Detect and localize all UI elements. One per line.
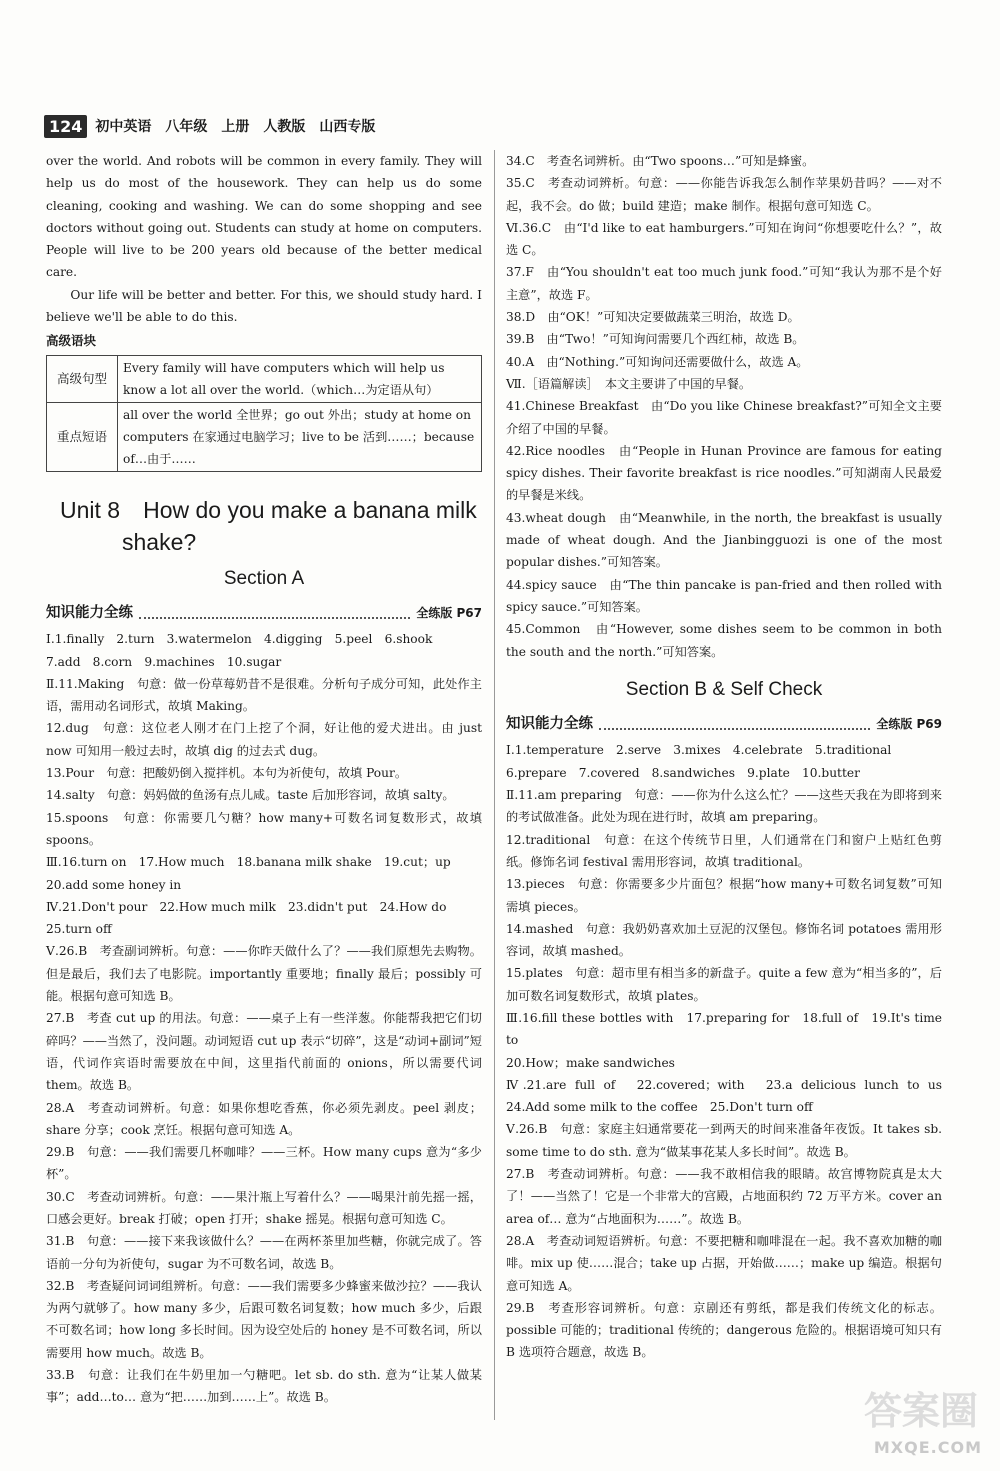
answer-item: Ⅲ.16.turn on 17.How much 18.banana milk shake 19.cut；up xyxy=(46,855,451,870)
page-number: 124 xyxy=(44,115,87,138)
answer-item: 30.C 考查动词辨析。句意：——果汁瓶上写着什么？——喝果汁前先摇一摇，口感会更好。break 打破；open 打开；shake 摇晃。根据句意可知选 C。 xyxy=(46,1189,482,1226)
left-column xyxy=(46,150,482,1409)
answer-item: 20.add some honey in xyxy=(46,877,182,892)
table-content: Every family will have computers which will help us know a lot all over the world.（which…为定语从句） xyxy=(118,355,482,402)
answer-item: 15.plates 句意：超市里有相当多的新盘子。quite a few 意为“相当多的”，后加可数名词复数形式，故填 plates。 xyxy=(506,966,942,1003)
answer-item: 31.B 句意：——接下来我该做什么？——在两杯茶里加些糖，你就完成了。答语前一分句为祈使句，sugar 为不可数名词，故选 B。 xyxy=(46,1234,482,1271)
answer-item: 12.traditional 句意：在这个传统节日里，人们通常在门和窗户上贴红色剪纸。修饰名词 festival 需用形容词，故填 traditional。 xyxy=(506,832,942,869)
answer-item: 33.B 句意：让我们在牛奶里加一勺糖吧。let sb. do sth. 意为“让某人做某事”；add…to… 意为“把……加到……上”。故选 B。 xyxy=(46,1368,482,1405)
unit-title: Unit 8 How do you make a banana milk shake? xyxy=(60,496,477,555)
bar-reference: 全练版 P69 xyxy=(876,717,942,732)
passage-paragraph: over the world. And robots will be common in every family. They will help us do most of the housework. They can help us do some cleaning, cooking and washing. We can do some shopping and see doctors without going out. Students can study at home on computers. People will live to be 200 years old because of the better medical care. xyxy=(46,154,482,280)
answer-item: 25.turn off xyxy=(46,922,112,937)
answer-list xyxy=(46,628,482,1408)
answer-list xyxy=(506,739,955,1363)
answer-item: 29.B 句意：——我们需要几杯咖啡？——三杯。How many cups 意为“多少杯”。 xyxy=(46,1145,482,1182)
answer-item: 41.Chinese Breakfast 由“Do you like Chinese breakfast?”可知全文主要介绍了中国的早餐。 xyxy=(506,399,942,436)
exercise-bar xyxy=(506,713,942,735)
answer-item: 13.Pour 句意：把酸奶倒入搅拌机。本句为祈使句，故填 Pour。 xyxy=(46,766,408,781)
answer-item: Ⅵ.36.C 由“I'd like to eat hamburgers.”可知在询问“你想要吃什么？”，故选 C。 xyxy=(506,220,942,258)
answer-item: 20.How；make sandwiches xyxy=(506,1055,675,1070)
answer-item: 40.A 由“Nothing.”可知询问还需要做什么，故选 A。 xyxy=(506,354,809,369)
bar-reference: 全练版 P67 xyxy=(416,605,482,620)
answer-item: Ⅳ.21.Don't pour 22.How much milk 23.didn't put 24.How do xyxy=(46,899,447,914)
bar-title: 知识能力全练 xyxy=(506,716,593,733)
answer-item: 42.Rice noodles 由“People in Hunan Province are famous for eating spicy dishes. Their favorite breakfast is rice noodles.”可知湖南人民最爱的早餐是米线。 xyxy=(506,443,942,503)
answer-item: Ⅱ.11.am preparing 句意：——你为什么这么忙？——这些天我在为即将到来的考试做准备。此处为现在进行时，故填 am preparing。 xyxy=(506,788,942,825)
answer-item: 35.C 考查动词辨析。句意：——你能告诉我怎么制作苹果奶昔吗？——对不起，我不会。do 做；build 建造；make 制作。根据句意可知选 C。 xyxy=(506,176,942,213)
dotted-leader xyxy=(599,728,870,730)
answer-item: Ⅰ.1.temperature 2.serve 3.mixes 4.celebrate 5.traditional xyxy=(506,743,892,758)
answer-item: 44.spicy sauce 由“The thin pancake is pan-fried and then rolled with spicy sauce.”可知答案。 xyxy=(506,577,942,614)
dotted-leader xyxy=(139,617,410,619)
answer-list xyxy=(506,150,942,663)
answer-item: Ⅰ.1.finally 2.turn 3.watermelon 4.digging 5.peel 6.shook xyxy=(46,632,433,647)
answer-item: Ⅳ.21.are full of 22.covered；with 23.a delicious lunch to us 24.Add some milk to the coffee 25.Don't turn off xyxy=(506,1077,955,1115)
answer-item: 14.salty 句意：妈妈做的鱼汤有点儿咸。taste 后加形容词，故填 salty。 xyxy=(46,788,455,803)
answer-item: 32.B 考查疑问词词组辨析。句意：——我们需要多少蜂蜜来做沙拉？——我认为两勺就够了。how many 多少，后跟可数名词复数；how much 多少，后跟不可数名词；how long 多长时间。因为设空处后的 honey 是不可数名词，所以需要用 how much。故选 B。 xyxy=(46,1278,482,1360)
answer-item: 37.F 由“You shouldn't eat too much junk food.”可知“我认为那不是个好主意”，故选 F。 xyxy=(506,265,942,302)
table-label: 高级句型 xyxy=(47,355,118,402)
answer-item: 39.B 由“Two！”可知询问需要几个西红柿，故选 B。 xyxy=(506,332,805,347)
bar-title: 知识能力全练 xyxy=(46,604,133,621)
answer-item: 27.B 考查 cut up 的用法。句意：——桌子上有一些洋葱。你能帮我把它们切碎吗？——当然了，没问题。动词短语 cut up 表示“切碎”，这是“动词+副词”短语，代词作宾语时需要放在中间，这里指代前面的 onions，所以需要代词 them。故选 B。 xyxy=(46,1011,482,1093)
answer-item: 15.spoons 句意：你需要几勺糖？how many+可数名词复数形式，故填 spoons。 xyxy=(46,810,482,847)
exercise-bar xyxy=(46,602,482,624)
answer-item: 13.pieces 句意：你需要多少片面包？根据“how many+可数名词复数”可知需填 pieces。 xyxy=(506,877,942,914)
advanced-heading: 高级语块 xyxy=(46,333,97,349)
book-title: 初中英语 八年级 上册 人教版 山西专版 xyxy=(95,119,376,135)
right-column xyxy=(506,150,955,1364)
answer-item: 27.B 考查动词辨析。句意：——我不敢相信我的眼睛。故宫博物院真是太大了！——当然了！它是一个非常大的宫殿，占地面积约 72 万平方米。cover an area of… 意为“占地面积为……”。故选 B。 xyxy=(506,1167,942,1226)
answer-item: Ⅴ.26.B 句意：家庭主妇通常要花一到两天的时间来准备年夜饭。It takes sb. some time to do sth. 意为“做某事花某人多长时间”。故选 B。 xyxy=(506,1122,942,1159)
answer-item: 43.wheat dough 由“Meanwhile, in the north, the breakfast is usually made of wheat dough. And the Jianbingguozi is one of the most popular dishes.”可知答案。 xyxy=(506,510,942,570)
answer-item: Ⅴ.26.B 考查副词辨析。句意：——你昨天做什么了？——我们原想先去购物。但是最后，我们去了电影院。importantly 重要地；finally 最后；possibly 可能。根据句意可知选 B。 xyxy=(46,944,482,1004)
answer-item: 6.prepare 7.covered 8.sandwiches 9.plate 10.butter xyxy=(506,765,860,780)
page-header xyxy=(44,112,375,140)
table-row xyxy=(47,355,482,402)
answer-item: 28.A 考查动词辨析。句意：如果你想吃香蕉，你必须先剥皮。peel 剥皮；share 分享；cook 烹饪。根据句意可知选 A。 xyxy=(46,1100,482,1137)
watermark-logo: 答案圈 xyxy=(863,1389,978,1433)
passage-paragraph: Our life will be better and better. For this, we should study hard. I believe we'll be able to do this. xyxy=(46,287,482,325)
advanced-table xyxy=(46,355,482,472)
answer-item: 7.add 8.corn 9.machines 10.sugar xyxy=(46,654,282,669)
answer-item: 28.A 考查动词短语辨析。句意：不要把糖和咖啡混在一起。我不喜欢加糖的咖啡。mix up 使……混合；take up 占据，开始做……；make up 编造。根据句意可知选 A。 xyxy=(506,1233,942,1293)
answer-item: 29.B 考查形容词辨析。句意：京剧还有剪纸，都是我们传统文化的标志。possible 可能的；traditional 传统的；dangerous 危险的。根据语境可知只有 B 选项符合题意，故选 B。 xyxy=(506,1300,942,1360)
answer-item: 14.mashed 句意：我奶奶喜欢加土豆泥的汉堡包。修饰名词 potatoes 需用形容词，故填 mashed。 xyxy=(506,921,942,959)
table-label: 重点短语 xyxy=(47,402,118,471)
answer-item: 38.D 由“OK！”可知决定要做蔬菜三明治，故选 D。 xyxy=(506,310,800,325)
column-divider xyxy=(494,150,495,1420)
section-a-title: Section A xyxy=(223,567,305,589)
answer-item: 45.Common 由“However, some dishes seem to be common in both the south and the north.”可知答案。 xyxy=(506,622,942,659)
table-content: all over the world 全世界；go out 外出；study at home on computers 在家通过电脑学习；live to be 活到……；because of…由于…… xyxy=(118,402,482,471)
answer-item: 12.dug 句意：这位老人刚才在门上挖了个洞，好让他的爱犬进出。由 just now 可知用一般过去时，故填 dig 的过去式 dug。 xyxy=(46,721,482,758)
watermark-url: MXQE.COM xyxy=(873,1438,982,1457)
answer-item: 34.C 考查名词辨析。由“Two spoons…”可知是蜂蜜。 xyxy=(506,154,815,168)
answer-item: Ⅱ.11.Making 句意：做一份草莓奶昔不是很难。分析句子成分可知，此处作主语，需用动名词形式，故填 Making。 xyxy=(46,676,482,714)
answer-item: Ⅶ.［语篇解读］ 本文主要讲了中国的早餐。 xyxy=(506,376,752,391)
table-row xyxy=(47,402,482,471)
answer-item: Ⅲ.16.fill these bottles with 17.preparing for 18.full of 19.It's time to xyxy=(506,1010,942,1048)
section-b-title: Section B & Self Check xyxy=(625,678,823,700)
